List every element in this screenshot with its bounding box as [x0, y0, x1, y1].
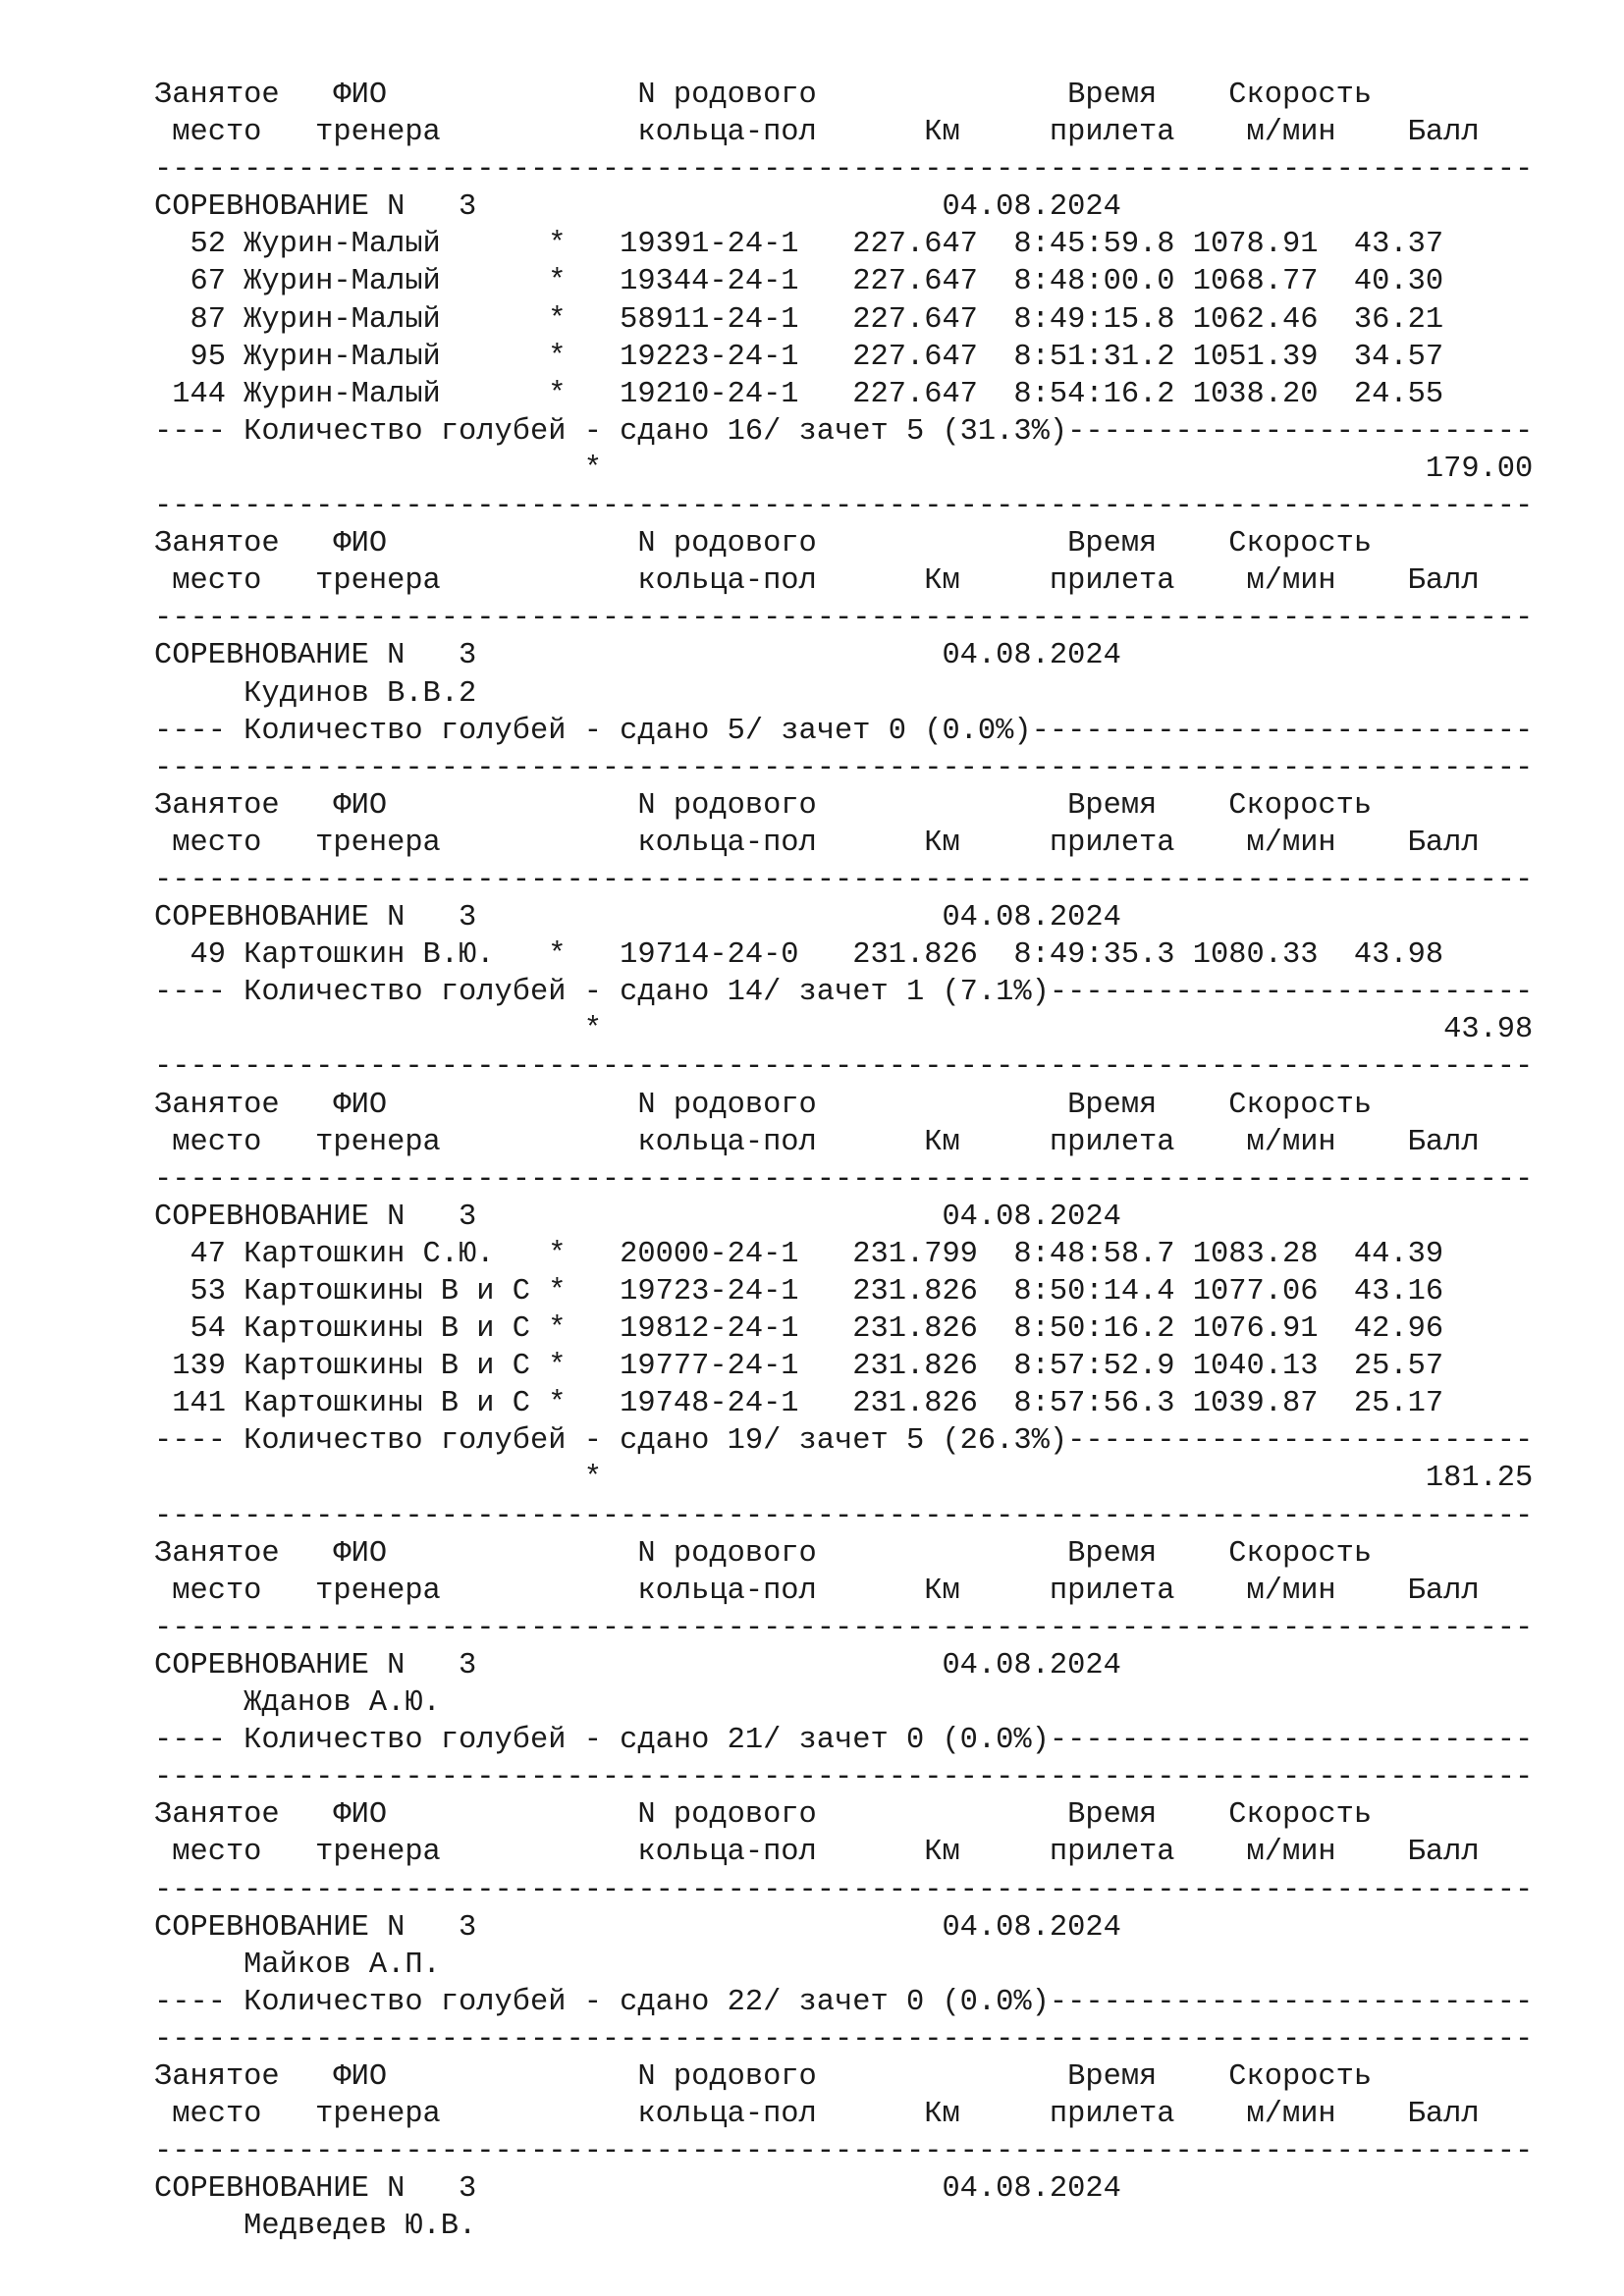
- report-line: место тренера кольца-пол Км прилета м/мин Балл: [154, 116, 1480, 150]
- report-line: ---- Количество голубей - сдано 21/ зачет 0 (0.0%)---------------------------: [154, 1724, 1534, 1758]
- competition-results-report: [154, 77, 1533, 2245]
- report-line: Занятое ФИО N родового Время Скорость: [154, 2059, 1373, 2094]
- report-line: -----------------------------------------------------------------------------: [154, 2022, 1534, 2056]
- report-line: 141 Картошкины В и С * 19748-24-1 231.826 8:57:56.3 1039.87 25.17: [154, 1387, 1444, 1421]
- report-line: место тренера кольца-пол Км прилета м/мин Балл: [154, 1836, 1480, 1870]
- report-line: ---- Количество голубей - сдано 19/ зачет 5 (26.3%)--------------------------: [154, 1424, 1534, 1459]
- report-line: СОРЕВНОВАНИЕ N 3 04.08.2024: [154, 2172, 1121, 2207]
- report-line: -----------------------------------------------------------------------------: [154, 1761, 1534, 1795]
- report-line: место тренера кольца-пол Км прилета м/мин Балл: [154, 2098, 1480, 2132]
- report-line: -----------------------------------------------------------------------------: [154, 1499, 1534, 1533]
- report-line: -----------------------------------------------------------------------------: [154, 602, 1534, 636]
- report-line: 67 Журин-Малый * 19344-24-1 227.647 8:48:00.0 1068.77 40.30: [154, 265, 1444, 299]
- report-line: -----------------------------------------------------------------------------: [154, 1873, 1534, 1907]
- report-line: 49 Картошкин В.Ю. * 19714-24-0 231.826 8:49:35.3 1080.33 43.98: [154, 938, 1444, 973]
- report-line: -----------------------------------------------------------------------------: [154, 153, 1534, 187]
- report-line: СОРЕВНОВАНИЕ N 3 04.08.2024: [154, 1910, 1121, 1945]
- report-line: 139 Картошкины В и С * 19777-24-1 231.826 8:57:52.9 1040.13 25.57: [154, 1350, 1444, 1384]
- report-line: ---- Количество голубей - сдано 5/ зачет 0 (0.0%)----------------------------: [154, 714, 1534, 748]
- report-line: место тренера кольца-пол Км прилета м/мин Балл: [154, 564, 1480, 599]
- report-line: место тренера кольца-пол Км прилета м/мин Балл: [154, 826, 1480, 860]
- report-line: Кудинов В.В.2: [154, 676, 477, 711]
- report-line: -----------------------------------------------------------------------------: [154, 1611, 1534, 1645]
- report-line: 47 Картошкин С.Ю. * 20000-24-1 231.799 8:48:58.7 1083.28 44.39: [154, 1237, 1444, 1271]
- report-line: * 181.25: [154, 1462, 1534, 1496]
- report-line: 144 Журин-Малый * 19210-24-1 227.647 8:54:16.2 1038.20 24.55: [154, 377, 1444, 411]
- report-line: ---- Количество голубей - сдано 14/ зачет 1 (7.1%)---------------------------: [154, 976, 1534, 1010]
- report-line: Занятое ФИО N родового Время Скорость: [154, 79, 1373, 112]
- report-line: 53 Картошкины В и С * 19723-24-1 231.826 8:50:14.4 1077.06 43.16: [154, 1275, 1444, 1308]
- report-line: -----------------------------------------------------------------------------: [154, 490, 1534, 524]
- report-line: 52 Журин-Малый * 19391-24-1 227.647 8:45:59.8 1078.91 43.37: [154, 228, 1444, 262]
- report-line: ---- Количество голубей - сдано 22/ зачет 0 (0.0%)---------------------------: [154, 1985, 1534, 2019]
- report-line: -----------------------------------------------------------------------------: [154, 1162, 1534, 1197]
- report-line: ---- Количество голубей - сдано 16/ зачет 5 (31.3%)--------------------------: [154, 414, 1534, 449]
- report-line: место тренера кольца-пол Км прилета м/мин Балл: [154, 1574, 1480, 1608]
- report-line: Жданов А.Ю.: [154, 1686, 441, 1721]
- report-line: место тренера кольца-пол Км прилета м/мин Балл: [154, 1125, 1480, 1159]
- report-line: СОРЕВНОВАНИЕ N 3 04.08.2024: [154, 639, 1121, 673]
- report-line: Занятое ФИО N родового Время Скорость: [154, 788, 1373, 823]
- report-line: СОРЕВНОВАНИЕ N 3 04.08.2024: [154, 190, 1121, 225]
- report-line: Занятое ФИО N родового Время Скорость: [154, 1536, 1373, 1571]
- report-line: -----------------------------------------------------------------------------: [154, 1050, 1534, 1085]
- report-line: * 179.00: [154, 452, 1534, 486]
- report-line: Занятое ФИО N родового Время Скорость: [154, 1798, 1373, 1833]
- report-line: СОРЕВНОВАНИЕ N 3 04.08.2024: [154, 1648, 1121, 1682]
- report-line: * 43.98: [154, 1013, 1534, 1047]
- report-line: Майков А.П.: [154, 1948, 441, 1982]
- report-line: 95 Журин-Малый * 19223-24-1 227.647 8:51:31.2 1051.39 34.57: [154, 340, 1444, 374]
- report-line: СОРЕВНОВАНИЕ N 3 04.08.2024: [154, 1200, 1121, 1234]
- report-line: 54 Картошкины В и С * 19812-24-1 231.826 8:50:16.2 1076.91 42.96: [154, 1312, 1444, 1347]
- report-line: -----------------------------------------------------------------------------: [154, 751, 1534, 785]
- report-line: -----------------------------------------------------------------------------: [154, 863, 1534, 897]
- report-line: 87 Журин-Малый * 58911-24-1 227.647 8:49:15.8 1062.46 36.21: [154, 302, 1444, 337]
- report-line: Медведев Ю.В.: [154, 2210, 477, 2244]
- report-line: СОРЕВНОВАНИЕ N 3 04.08.2024: [154, 901, 1121, 935]
- report-line: -----------------------------------------------------------------------------: [154, 2135, 1534, 2169]
- report-line: Занятое ФИО N родового Время Скорость: [154, 527, 1373, 561]
- report-line: Занятое ФИО N родового Время Скорость: [154, 1088, 1373, 1122]
